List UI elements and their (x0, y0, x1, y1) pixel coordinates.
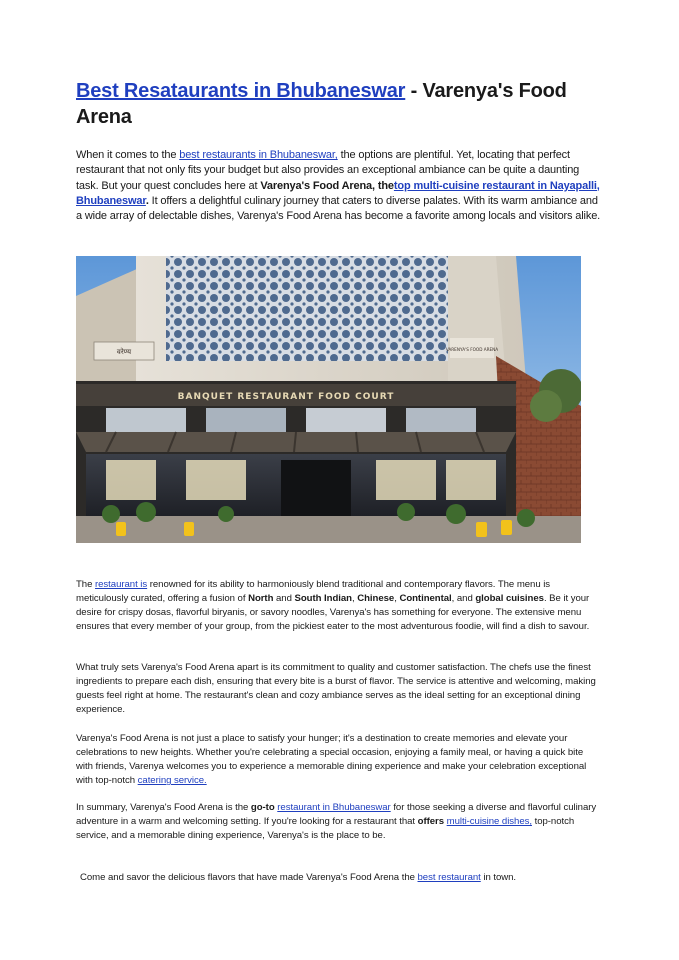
left-sign-text: वरेण्य (116, 348, 132, 356)
facade-sign-text: BANQUET RESTAURANT FOOD COURT (177, 392, 395, 402)
paragraph-celebrations: Varenya's Food Arena is not just a place to satisfy your hunger; it's a destination to create memories and elevate your celebrations to new heights. Whether you're celebrating a special occasion, enjoying a family meal, or having a quick bite with friends, Varenya welcomes you to experience a memorable dining experience and make your celebration exceptional with top-notch catering service. (76, 733, 587, 787)
link-top-multi-cuisine[interactable]: top multi-cuisine restaurant in Nayapalli, Bhubaneswar (76, 179, 600, 207)
entrance-door (281, 460, 351, 516)
link-catering-service[interactable]: catering service. (137, 775, 207, 787)
intro-bold-1: Varenya's Food Arena, the (260, 179, 394, 192)
link-best-restaurant[interactable]: best restaurant (417, 872, 481, 883)
restaurant-building-photo (76, 256, 581, 543)
intro-text-2: the options are plentiful. Yet, locating that perfect restaurant that not only fits your budget but also provides an exceptional ambiance can be quite a daunting task. But your quest concludes here at (76, 149, 580, 192)
link-restaurant-in-bhubaneswar[interactable]: restaurant in Bhubaneswar (277, 802, 391, 813)
intro-text-3: It offers a delightful culinary journey that caters to diverse palates. With its warm ambiance and a wide array of delectable dishes, Varenya's Food Arena has become a favorite among locals and visitors alike. (76, 194, 601, 223)
intro-bold-2: . (145, 194, 149, 207)
right-sign-text: VARENYA'S FOOD ARENA (445, 347, 499, 352)
paragraph-summary: In summary, Varenya's Food Arena is the go-to restaurant in Bhubaneswar for those seeking a diverse and flavorful culinary adventure in a warm and welcoming setting. If you're looking for a restaurant that offers multi-cuisine dishes, top-notch service, and a memorable dining experience, Varenya's is the place to be. (76, 802, 597, 842)
link-restaurant[interactable]: restaurant is (95, 579, 148, 590)
paragraph-quality: What truly sets Varenya's Food Arena apart is its commitment to quality and customer satisfaction. The chefs use the finest ingredients to prepare each dish, ensuring that every bite is a burst of flavor. The service is attentive and welcoming, making guests feel right at home. The restaurant's clean and cozy ambiance serves as the ideal setting for an exceptional dining experience. (76, 662, 596, 716)
heading-rest: - Varenya's Food Arena (76, 80, 567, 128)
heading-link[interactable]: Best Resataurants in Bhubaneswar (76, 80, 406, 102)
paragraph-closing: Come and savor the delicious flavors that have made Varenya's Food Arena the best restaurant in town. (80, 872, 517, 883)
paragraph-menu: The restaurant is renowned for its ability to harmoniously blend traditional and contemporary flavors. The menu is meticulously curated, offering a fusion of North and South Indian, Chinese, Continental, and global cuisines. Be it your desire for crispy dosas, flavorful biryanis, or savory noodles, Varenya's has something for everyone. The extensive menu ensures that every member of your group, from the pickiest eater to the most adventurous foodie, will find a dish to savour. (76, 579, 590, 633)
link-best-restaurants[interactable]: best restaurants in Bhubaneswar, (179, 149, 338, 161)
page-title (76, 78, 596, 130)
jali-screen (166, 256, 448, 361)
intro-paragraph (76, 148, 602, 224)
link-multi-cuisine-dishes[interactable]: multi-cuisine dishes, (446, 816, 532, 828)
intro-text-1: When it comes to the (76, 149, 180, 161)
